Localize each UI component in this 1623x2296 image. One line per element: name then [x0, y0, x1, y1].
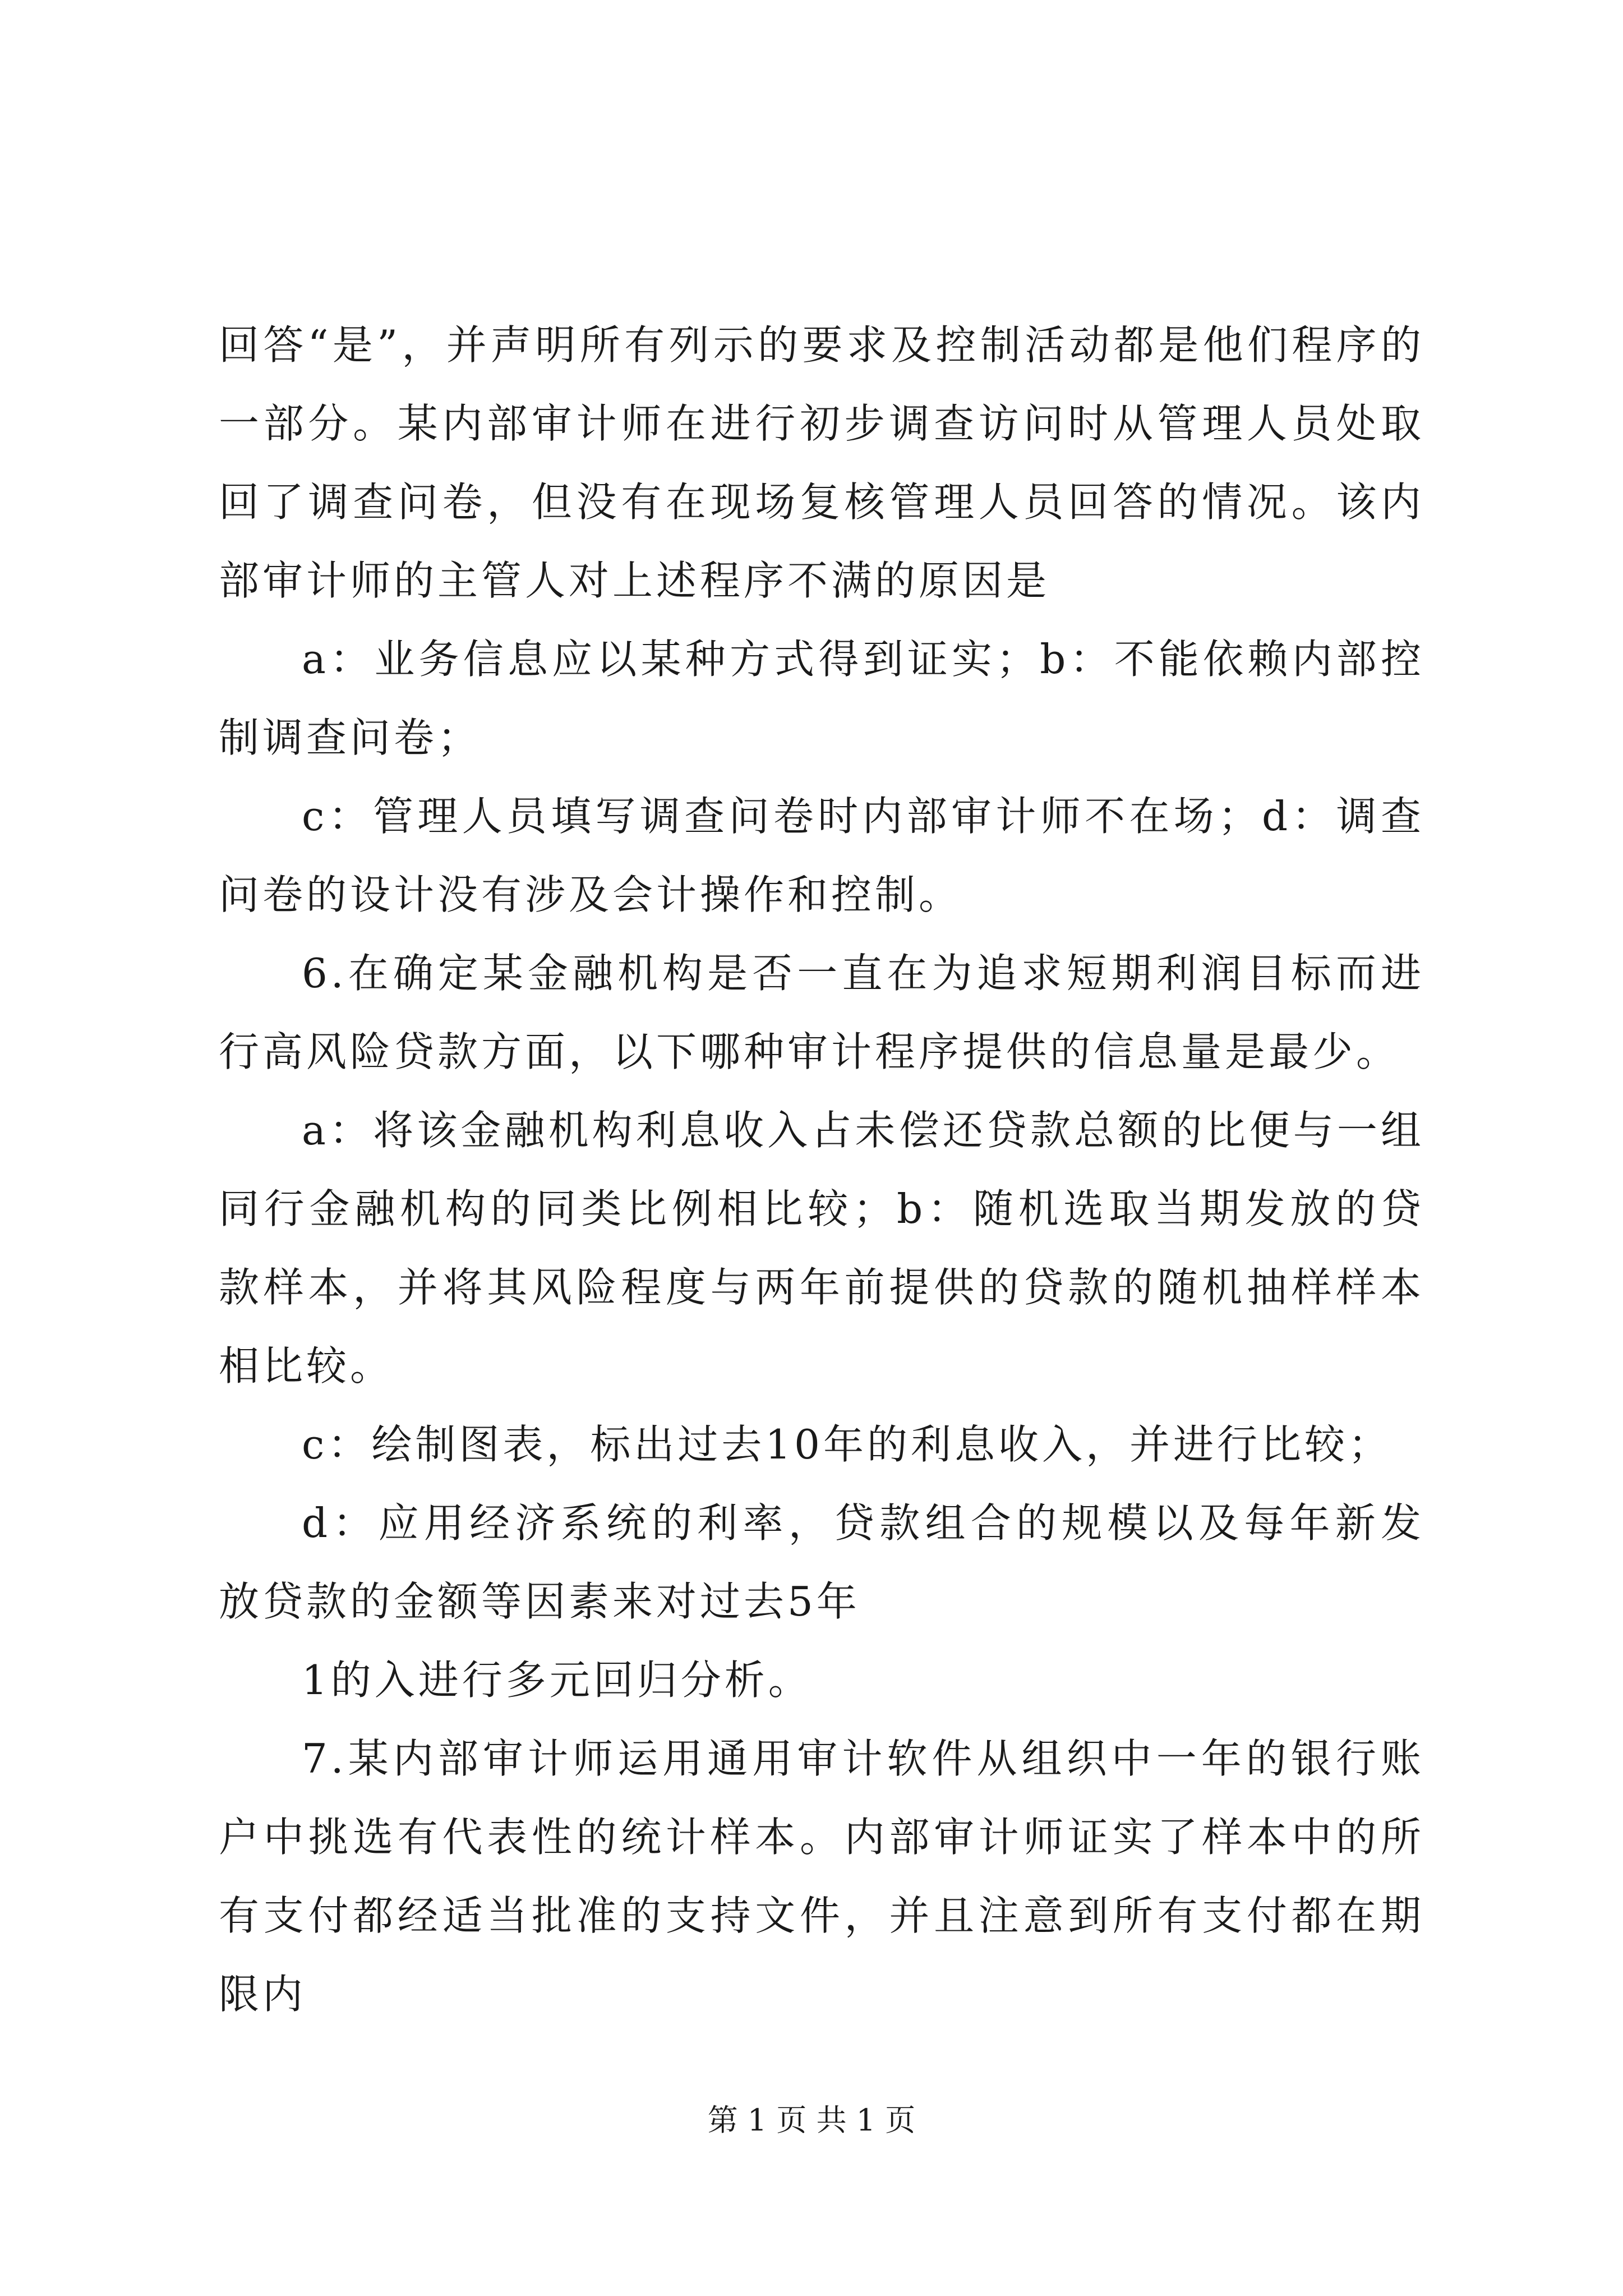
paragraph-options-cd: c：管理人员填写调查问卷时内部审计师不在场；d：调查问卷的设计没有涉及会计操作和控制。 — [219, 793, 1424, 918]
paragraph-question-7: 7.某内部审计师运用通用审计软件从组织中一年的银行账户中挑选有代表性的统计样本。内部审计师证实了样本中的所有支付都经适当批准的支持文件，并且注意到所有支付都在期限内 — [219, 1735, 1424, 2018]
paragraph-options-ab: a：业务信息应以某种方式得到证实；b：不能依赖内部控制调查问卷； — [219, 636, 1424, 761]
document-body — [219, 306, 1424, 2033]
paragraph-option-d-continued: 1的入进行多元回归分析。 — [302, 1657, 812, 1704]
paragraph-option-d-q6: d：应用经济系统的利率，贷款组合的规模以及每年新发放贷款的金额等因素来对过去5年 — [219, 1499, 1424, 1625]
paragraph-question-6: 6.在确定某金融机构是否一直在为追求短期利润目标而进行高风险贷款方面，以下哪种审计程序提供的信息量是最少。 — [219, 950, 1424, 1075]
paragraph-continued-question: 回答“是”，并声明所有列示的要求及控制活动都是他们程序的一部分。某内部审计师在进行初步调查访问时从管理人员处取回了调查问卷，但没有在现场复核管理人员回答的情况。该内部审计师的主管人对上述程序不满的原因是 — [219, 321, 1424, 604]
page-footer: 第 1 页 共 1 页 — [707, 2102, 916, 2138]
paragraph-option-c-q6: c：绘制图表，标出过去10年的利息收入，并进行比较； — [302, 1421, 1392, 1468]
paragraph-options-ab-q6: a：将该金融机构利息收入占未偿还贷款总额的比便与一组同行金融机构的同类比例相比较；b：随机选取当期发放的贷款样本，并将其风险程度与两年前提供的贷款的随机抽样样本相比较。 — [219, 1107, 1424, 1389]
